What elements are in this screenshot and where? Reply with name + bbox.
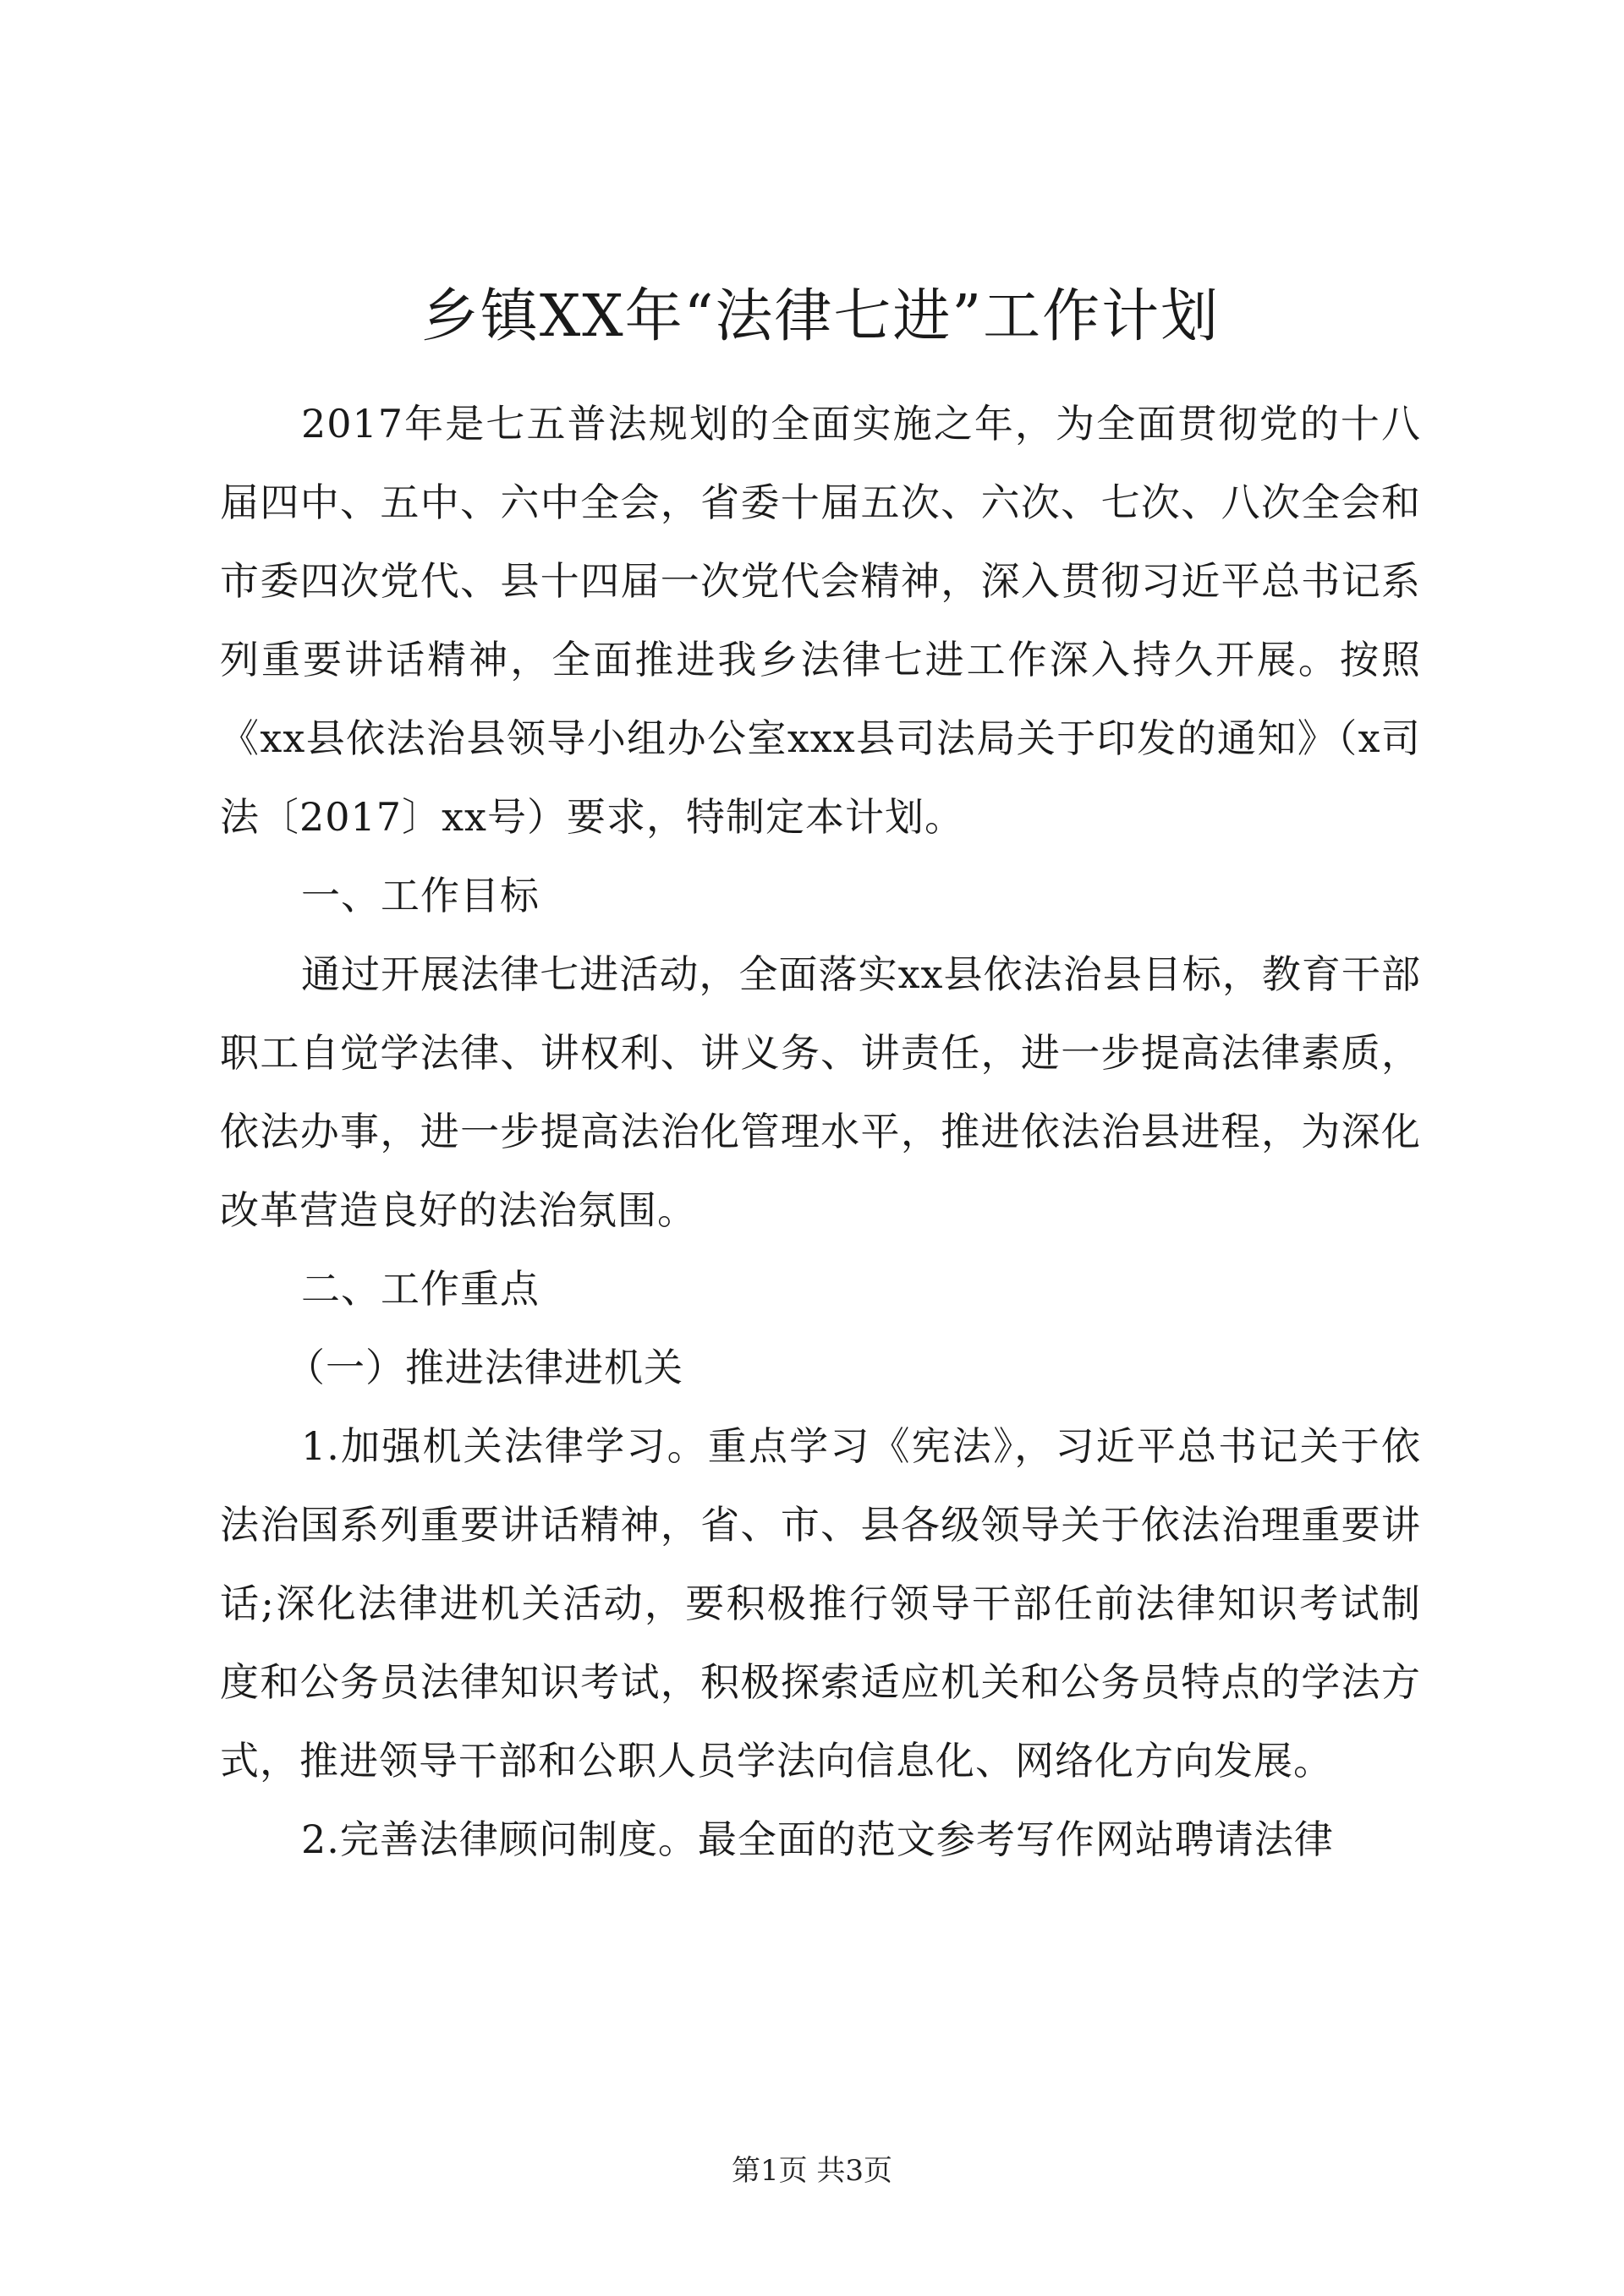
section-heading-goals: 一、工作目标 — [301, 873, 540, 918]
item-paragraph-2: 2.完善法律顾问制度。最全面的范文参考写作网站聘请法律 — [301, 1817, 1334, 1862]
page-indicator: 第1页 共3页 — [731, 2154, 893, 2188]
document-body — [220, 385, 1421, 1879]
item-paragraph-1: 1.加强机关法律学习。重点学习《宪法》，习近平总书记关于依法治国系列重要讲话精神，省、市、县各级领导关于依法治理重要讲话;深化法律进机关活动，要积极推行领导干部任前法律知识考试制度和公务员法律知识考试，积极探索适应机关和公务员特点的学法方式，推进领导干部和公职人员学法向信息化、网络化方向发展。 — [220, 1423, 1421, 1784]
intro-paragraph: 2017年是七五普法规划的全面实施之年，为全面贯彻党的十八届四中、五中、六中全会，省委十届五次、六次、七次、八次全会和市委四次党代、县十四届一次党代会精神，深入贯彻习近平总书记系列重要讲话精神，全面推进我乡法律七进工作深入持久开展。按照《xx县依法治县领导小组办公室xxx县司法局关于印发的通知》（x司法〔2017〕xx号）要求，特制定本计划。 — [220, 401, 1421, 840]
section-heading-focus: 二、工作重点 — [301, 1266, 540, 1312]
document-title: 乡镇XX年“法律七进”工作计划 — [420, 283, 1221, 350]
subsection-heading-agencies: （一）推进法律进机关 — [286, 1345, 683, 1390]
goals-paragraph: 通过开展法律七进活动，全面落实xx县依法治县目标，教育干部职工自觉学法律、讲权利、讲义务、讲责任，进一步提高法律素质，依法办事，进一步提高法治化管理水平，推进依法治县进程，为深化改革营造良好的法治氛围。 — [220, 951, 1421, 1233]
